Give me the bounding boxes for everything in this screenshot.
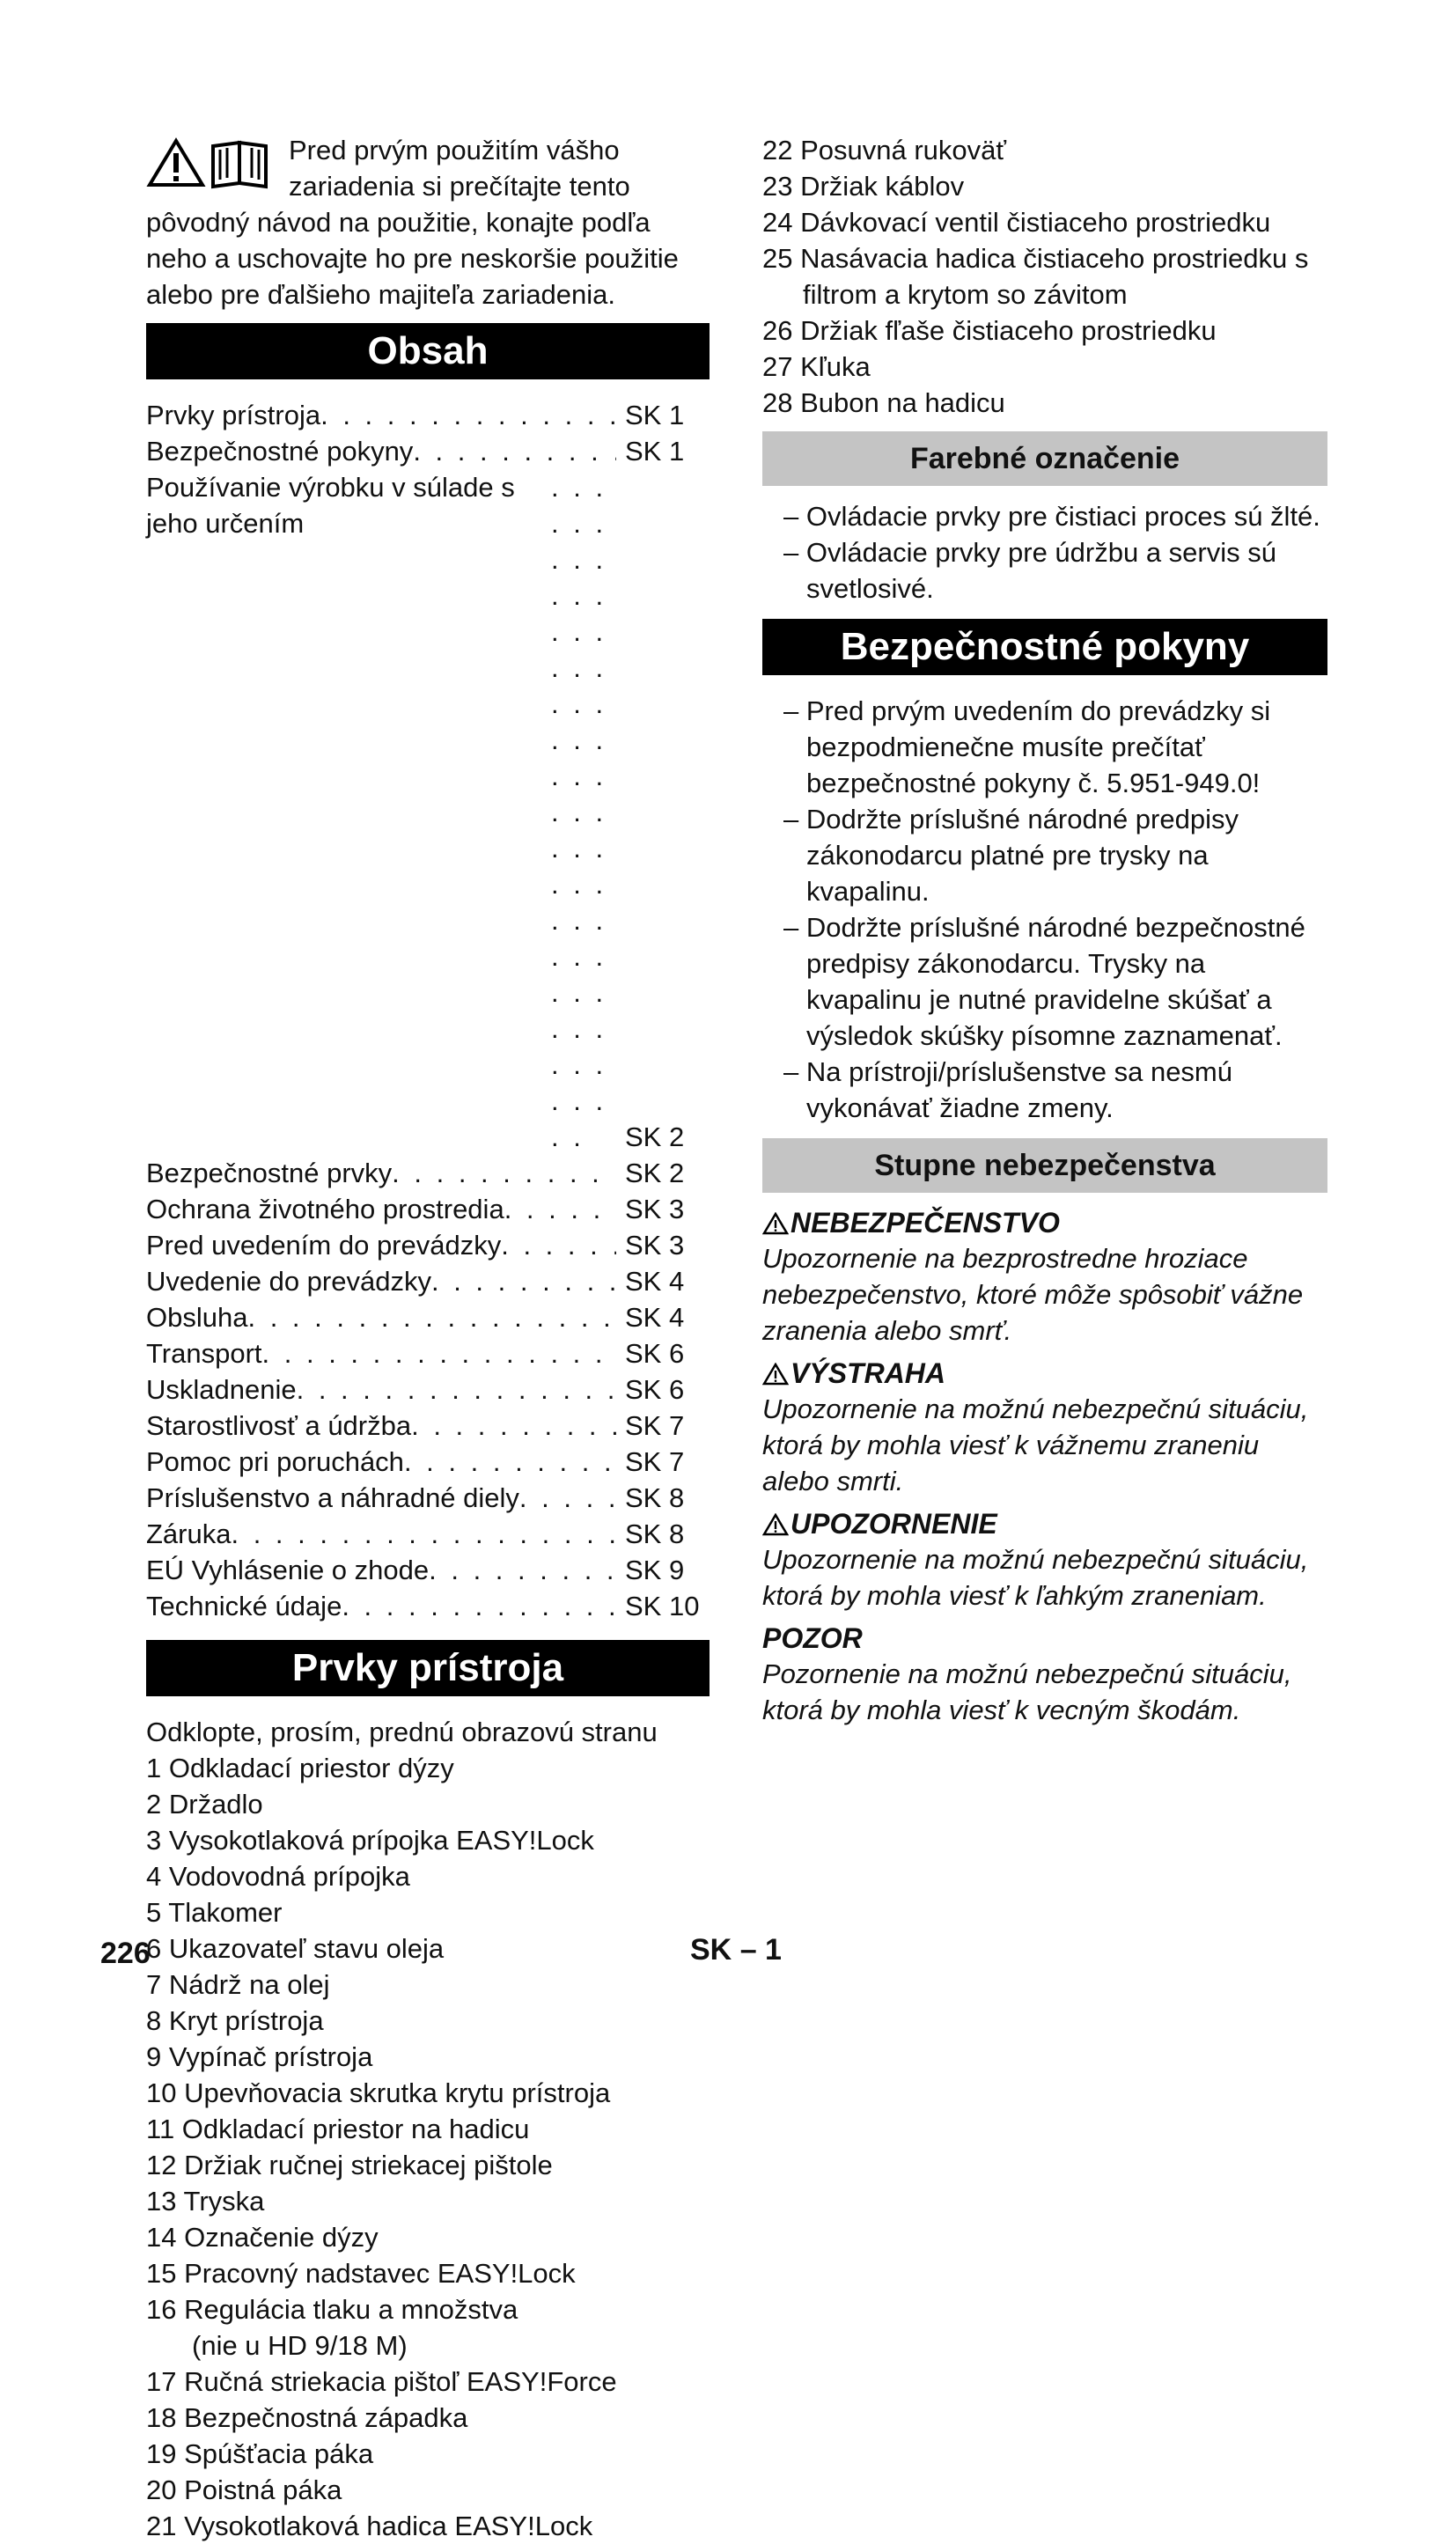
list-item: 19 Spúšťacia páka xyxy=(146,2438,374,2469)
list-item: 18 Bezpečnostná západka xyxy=(146,2402,468,2433)
toc-heading: Obsah xyxy=(146,323,710,379)
hazard-text: Pozornenie na možnú nebezpečnú situáciu, ktorá by mohla viesť k vecným škodám. xyxy=(762,1658,1292,1725)
toc-entry[interactable]: Obsluha . . . SK 4 xyxy=(146,1299,710,1335)
list-item: 25 Nasávacia hadica čistiaceho prostriedku s filtrom a krytom so závitom xyxy=(762,243,1309,310)
list-item: 24 Dávkovací ventil čistiaceho prostriedku xyxy=(762,207,1271,238)
toc-entry[interactable]: Používanie výrobku v súlade s jeho určením . . . SK 2 xyxy=(146,469,710,1155)
list-item: 13 Tryska xyxy=(146,2186,265,2217)
toc-entry[interactable]: Pred uvedením do prevádzky . . . SK 3 xyxy=(146,1227,710,1263)
toc-entry[interactable]: Technické údaje . . . SK 10 xyxy=(146,1588,710,1624)
intro-block xyxy=(146,132,710,312)
toc-entry[interactable]: Uvedenie do prevádzky . . . SK 4 xyxy=(146,1263,710,1299)
toc-entry[interactable]: Transport . . . SK 6 xyxy=(146,1335,710,1371)
hazard-level-danger xyxy=(762,1205,1327,1349)
table-of-contents xyxy=(146,397,710,1624)
hazard-level-caution xyxy=(762,1506,1327,1614)
safety-heading: Bezpečnostné pokyny xyxy=(762,619,1327,675)
list-item: 23 Držiak káblov xyxy=(762,171,965,202)
list-item: 17 Ručná striekacia pištoľ EASY!Force xyxy=(146,2366,617,2397)
list-item: 10 Upevňovacia skrutka krytu prístroja xyxy=(146,2077,611,2108)
intro-icons xyxy=(146,137,278,190)
section-page: – 1 xyxy=(739,1933,782,1967)
warning-triangle-icon xyxy=(762,1513,789,1536)
hazard-text: Upozornenie na možnú nebezpečnú situáciu, ktorá by mohla viesť k vážnemu zraneniu alebo smrti. xyxy=(762,1393,1309,1496)
left-column xyxy=(146,132,710,2544)
toc-entry[interactable]: Pomoc pri poruchách . . . SK 7 xyxy=(146,1444,710,1480)
toc-entry[interactable]: Starostlivosť a údržba . . . SK 7 xyxy=(146,1408,710,1444)
elements-list-continued xyxy=(762,132,1327,421)
toc-entry[interactable]: Ochrana životného prostredia . . . SK 3 xyxy=(146,1191,710,1227)
list-item: 20 Poistná páka xyxy=(146,2474,342,2505)
toc-entry[interactable]: Bezpečnostné pokyny . . . SK 1 xyxy=(146,433,710,469)
list-item-continuation: (nie u HD 9/18 M) xyxy=(192,2330,408,2361)
toc-entry[interactable]: Príslušenstvo a náhradné diely . . . SK 8 xyxy=(146,1480,710,1516)
toc-entry[interactable]: Uskladnenie . . . SK 6 xyxy=(146,1371,710,1408)
toc-entry[interactable]: Prvky prístroja . . . SK 1 xyxy=(146,397,710,433)
section-code: SK xyxy=(690,1933,732,1967)
intro-text: Pred prvým použitím vášho zariadenia si prečítajte tento pôvodný návod na použitie, konajte podľa neho a uschovajte ho pre neskoršie použitie alebo pre ďalšieho majiteľa zariadenia. xyxy=(146,135,679,310)
list-item: 7 Nádrž na olej xyxy=(146,1969,330,2000)
hazard-text: Upozornenie na možnú nebezpečnú situáciu, ktorá by mohla viesť k ľahkým zraneniam. xyxy=(762,1544,1309,1611)
list-item: – Ovládacie prvky pre čistiaci proces sú žlté. xyxy=(783,501,1320,532)
list-item: – Dodržte príslušné národné predpisy zákonodarcu platné pre trysky na kvapalinu. xyxy=(783,804,1239,907)
list-item: 14 Označenie dýzy xyxy=(146,2222,379,2253)
hazard-level-attention xyxy=(762,1621,1327,1728)
color-coding-heading: Farebné označenie xyxy=(762,431,1327,486)
toc-entry[interactable]: Bezpečnostné prvky . . . SK 2 xyxy=(146,1155,710,1191)
list-item: 3 Vysokotlaková prípojka EASY!Lock xyxy=(146,1825,594,1856)
list-item: – Dodržte príslušné národné bezpečnostné predpisy zákonodarcu. Trysky na kvapalinu je nutné pravidelne skúšať a výsledok skúšky písomne zaznamenať. xyxy=(783,912,1305,1051)
elements-intro: Odklopte, prosím, prednú obrazovú stranu xyxy=(146,1717,658,1747)
hazard-text: Upozornenie na bezprostredne hroziace nebezpečenstvo, ktoré môže spôsobiť vážne zranenia alebo smrť. xyxy=(762,1243,1304,1346)
list-item: 8 Kryt prístroja xyxy=(146,2005,324,2036)
list-item: 6 Ukazovateľ stavu oleja xyxy=(146,1933,445,1964)
page-number: 226 xyxy=(100,1937,151,1970)
list-item: 16 Regulácia tlaku a množstva xyxy=(146,2294,518,2325)
list-item: – Ovládacie prvky pre údržbu a servis sú svetlosivé. xyxy=(783,537,1276,604)
list-item: 22 Posuvná rukoväť xyxy=(762,135,1007,165)
toc-entry[interactable]: EÚ Vyhlásenie o zhode . . . SK 9 xyxy=(146,1552,710,1588)
open-book-icon xyxy=(213,143,266,187)
hazard-title: UPOZORNENIE xyxy=(791,1508,997,1540)
hazard-title: NEBEZPEČENSTVO xyxy=(791,1207,1060,1239)
list-item: 4 Vodovodná prípojka xyxy=(146,1861,410,1892)
list-item: 11 Odkladací priestor na hadicu xyxy=(146,2114,530,2144)
list-item: – Na prístroji/príslušenstve sa nesmú vykonávať žiadne zmeny. xyxy=(783,1056,1232,1123)
list-item: 5 Tlakomer xyxy=(146,1897,283,1928)
hazard-title: POZOR xyxy=(762,1622,863,1654)
elements-heading: Prvky prístroja xyxy=(146,1640,710,1696)
list-item: 1 Odkladací priestor dýzy xyxy=(146,1753,454,1783)
list-item: 26 Držiak fľaše čistiaceho prostriedku xyxy=(762,315,1217,346)
right-column xyxy=(762,132,1327,1728)
list-item: 2 Držadlo xyxy=(146,1789,263,1820)
list-item: – Pred prvým uvedením do prevádzky si bezpodmienečne musíte prečítať bezpečnostné pokyny č. 5.951-949.0! xyxy=(783,695,1271,798)
list-item: 28 Bubon na hadicu xyxy=(762,387,1005,418)
list-item: 27 Kľuka xyxy=(762,351,871,382)
hazard-level-warning xyxy=(762,1356,1327,1499)
list-item: 9 Vypínač prístroja xyxy=(146,2041,373,2072)
elements-list xyxy=(146,1750,710,2544)
list-item: 12 Držiak ručnej striekacej pištole xyxy=(146,2150,553,2180)
list-item: 21 Vysokotlaková hadica EASY!Lock xyxy=(146,2511,593,2541)
hazard-title: VÝSTRAHA xyxy=(791,1357,946,1389)
hazard-levels-heading: Stupne nebezpečenstva xyxy=(762,1138,1327,1193)
warning-triangle-icon xyxy=(762,1363,789,1386)
section-page-label xyxy=(690,1933,782,1967)
warning-triangle-icon xyxy=(762,1212,789,1235)
warning-triangle-icon xyxy=(150,141,202,185)
list-item: 15 Pracovný nadstavec EASY!Lock xyxy=(146,2258,576,2289)
toc-entry[interactable]: Záruka . . . SK 8 xyxy=(146,1516,710,1552)
